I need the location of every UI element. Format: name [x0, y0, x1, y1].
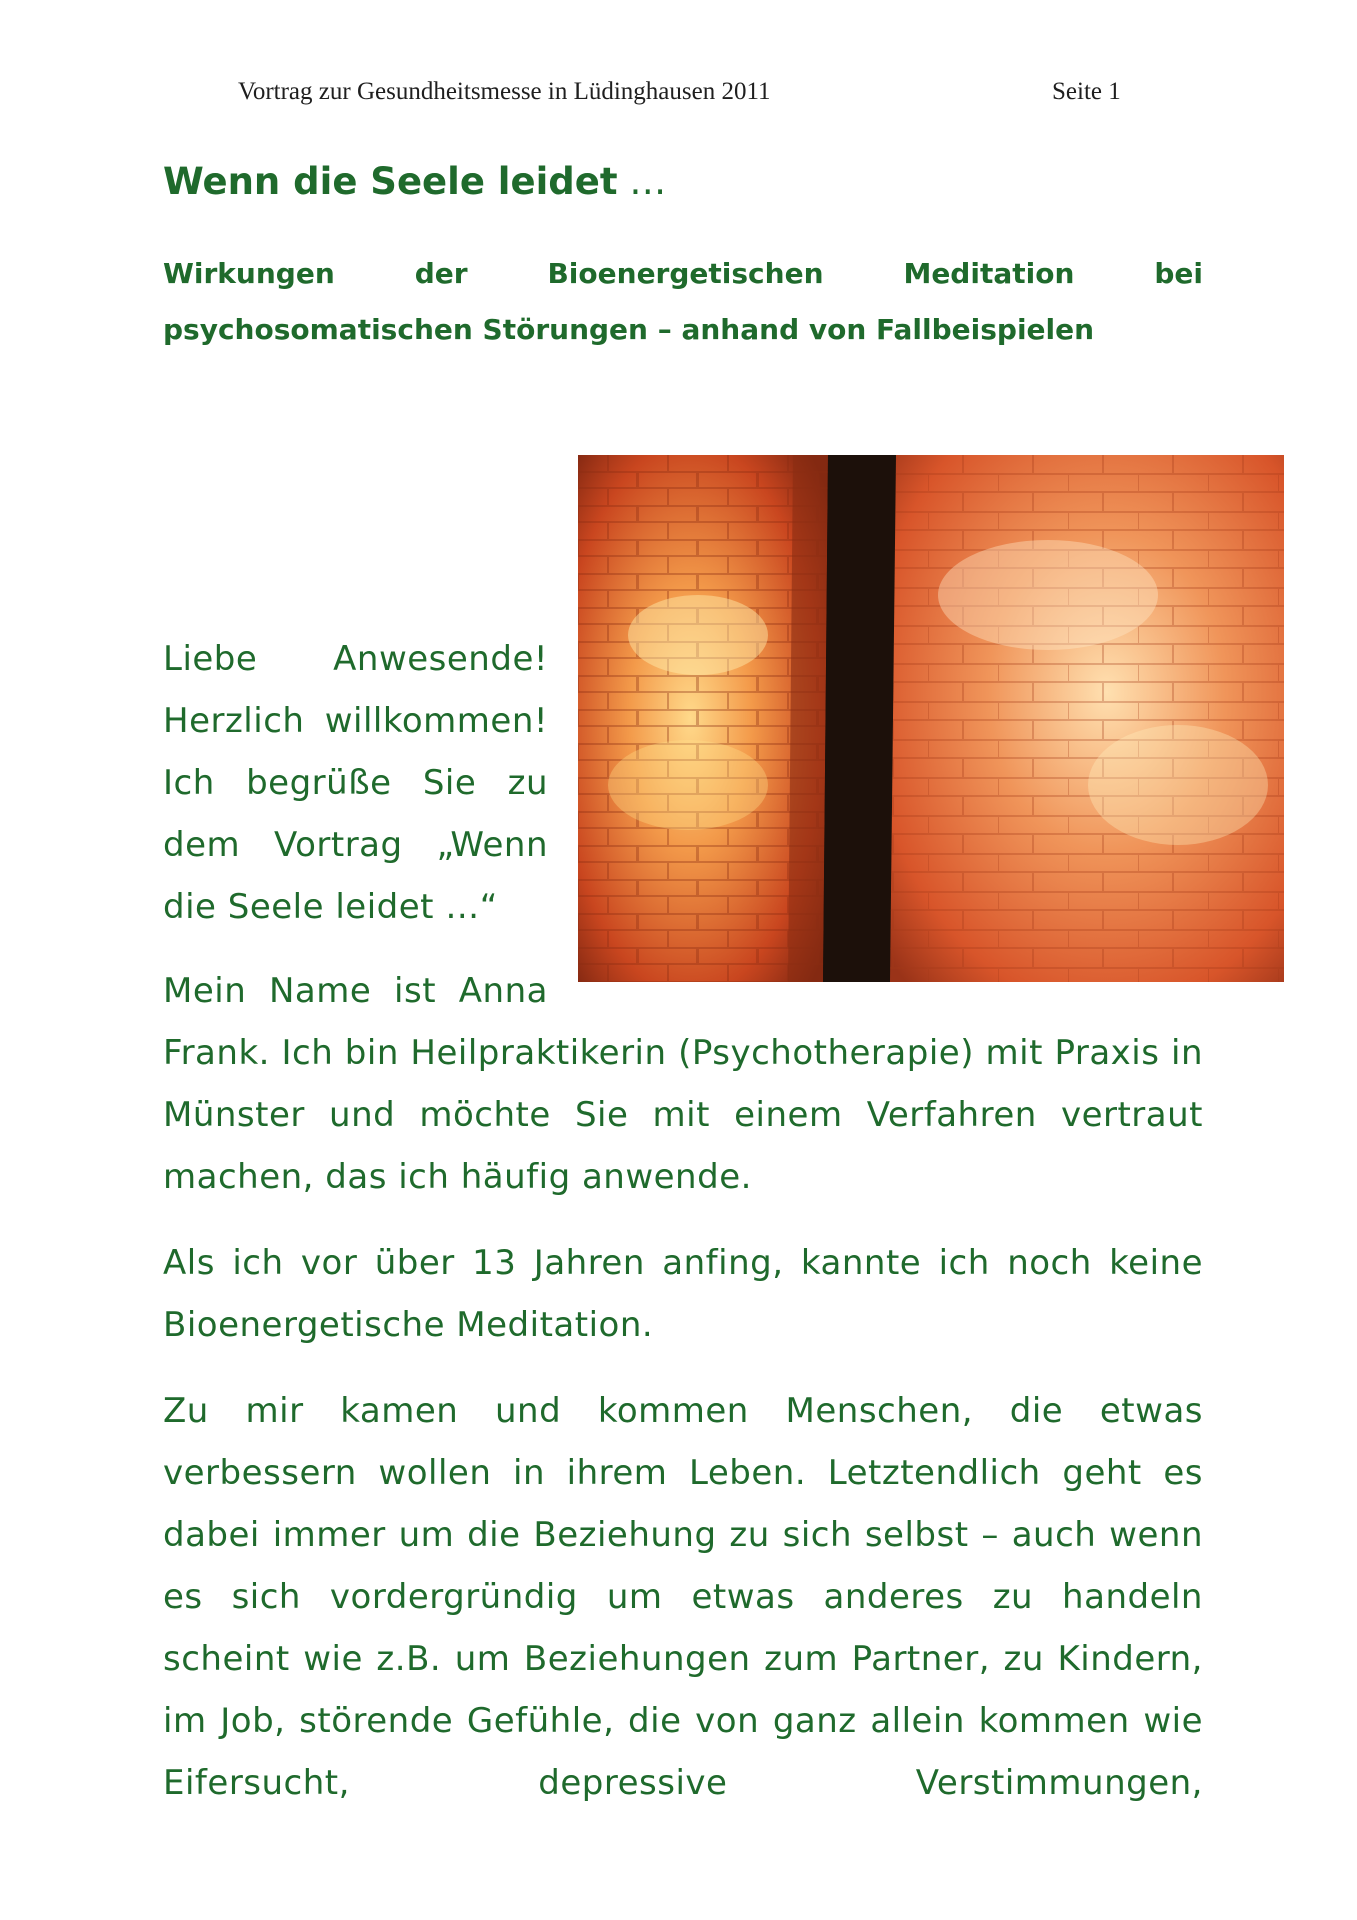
header-title: Vortrag zur Gesundheitsmesse in Lüdinghausen 2011 [238, 78, 771, 105]
intro-text: Liebe Anwesende! Herzlich willkommen! Ich begrüße Sie zu dem Vortrag „Wenn die Seele leidet …“ [163, 639, 548, 927]
page-number: Seite 1 [1052, 78, 1121, 105]
subtitle-word: Meditation [903, 257, 1075, 290]
paragraph-1-wrap: Mein Name ist Anna [163, 971, 548, 1011]
subtitle-line-2: psychosomatischen Störungen – anhand von Fallbeispielen [163, 313, 1095, 346]
subtitle-line-1 [163, 246, 1203, 302]
subtitle-word: der [414, 257, 468, 290]
intro-paragraph [163, 628, 548, 938]
main-body [163, 960, 1203, 1838]
title-ellipsis: … [617, 160, 667, 203]
subtitle-word: Bioenergetischen [547, 257, 824, 290]
title-text: Wenn die Seele leidet [163, 160, 618, 203]
paragraph-1-text: Frank. Ich bin Heilpraktikerin (Psychotherapie) mit Praxis in Münster und möchte Sie mit einem Verfahren vertraut machen, das ich häufig anwende. [163, 1033, 1203, 1197]
paragraph-1 [163, 960, 1203, 1208]
document-subtitle [163, 246, 1203, 358]
paragraph-3: Zu mir kamen und kommen Menschen, die etwas verbessern wollen in ihrem Leben. Letztendlich geht es dabei immer um die Beziehung zu sich selbst – auch wenn es sich vordergründig um etwas anderes zu handeln scheint wie z.B. um Beziehungen zum Partner, zu Kindern, im Job, störende Gefühle, die von ganz allein kommen wie Eifersucht, depressive Verstimmungen, [163, 1391, 1203, 1803]
paragraph-2: Als ich vor über 13 Jahren anfing, kannte ich noch keine Bioenergetische Meditation. [163, 1243, 1203, 1345]
subtitle-word: bei [1154, 257, 1203, 290]
salt-wall-image [578, 455, 1284, 982]
subtitle-word: Wirkungen [163, 257, 335, 290]
document-title [163, 160, 666, 203]
